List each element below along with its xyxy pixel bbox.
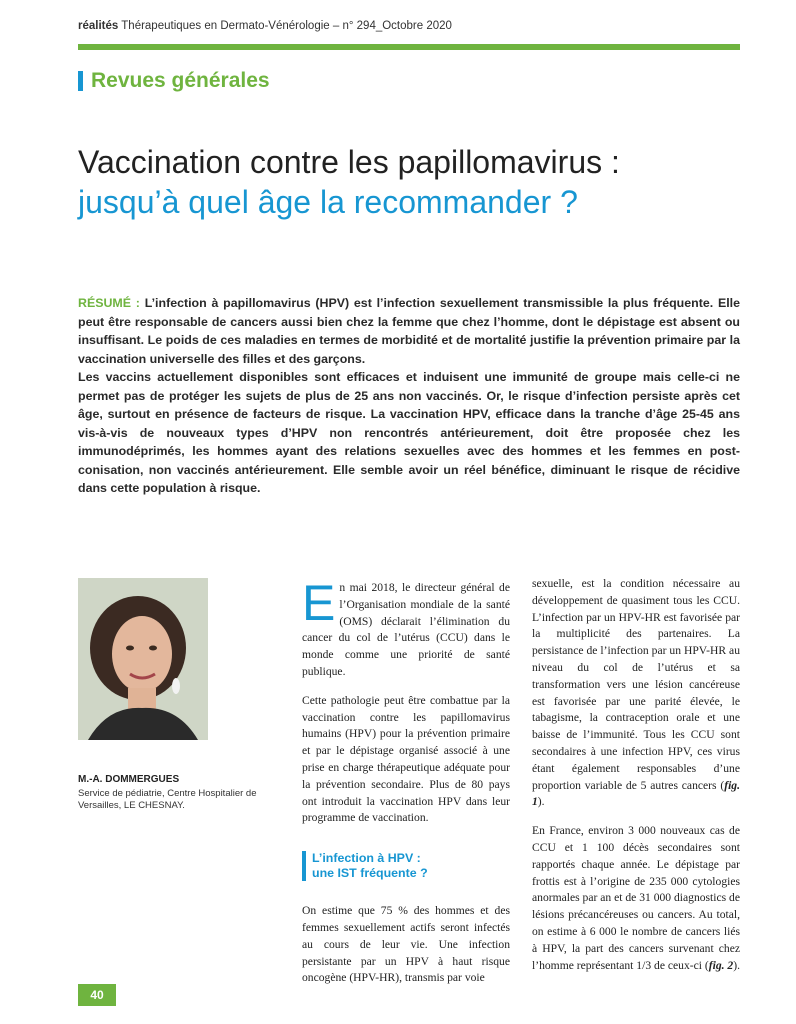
- fig2-ref[interactable]: fig. 2: [708, 958, 734, 972]
- col3-p2: En France, environ 3 000 nouveaux cas de CCU et 1 100 décès secondaires sont rapportés chaque année. Le dépistage par frottis est à l’origine de 235 000 cytologies anormales par an et de 31 000 diagnostics de lésions précancéreuses ou cancers. Au total, on estime à 6 000 le nombre de cancers liés à HPV, la part des cancers survenant chez l’homme représentant 1/3 de ceux-ci (: [532, 824, 740, 972]
- author-name: M.-A. DOMMERGUES: [78, 774, 180, 785]
- portrait-illustration: [78, 578, 208, 740]
- abstract-label: RÉSUMÉ :: [78, 296, 140, 310]
- author-photo: [78, 578, 208, 740]
- col2-p2: Cette pathologie peut être combattue par la vaccination contre les papillomavirus humains (HPV) pour la prévention primaire et par le dépistage organisé associé à une prise en charge thérapeutique adéquate pour la prévention secondaire. Plus de 80 pays ont introduit la vaccination HPV dans leur programme de vaccination.: [302, 693, 510, 825]
- col2-p1: n mai 2018, le directeur général de l’Organisation mondiale de la santé (OMS) déclarait l’élimination du cancer du col de l’utérus (CCU) dans le monde comme une priorité de santé publique.: [302, 581, 510, 678]
- drop-cap: E: [302, 575, 336, 631]
- section-tag: [78, 68, 270, 94]
- subheading-line1: L’infection à HPV :: [312, 851, 421, 866]
- subheading: [302, 851, 510, 881]
- subheading-text: [312, 851, 428, 881]
- col3-p1: sexuelle, est la condition nécessaire au développement de quasiment tous les CCU. L’infection par un HPV-HR est favorisée par la multiplicité des partenaires. La persistance de l’infection par un HPV-HR au niveau du col de l’utérus et sa transformation vers une lésion cancéreuse est favorisée par une parité élevée, le tabagisme, la contraception orale et une baisse de l’immunité. Tous les CCU sont secondaires à une infection HPV, ces virus étant également responsables d’une proportion variable de 5 autres cancers (: [532, 577, 740, 792]
- article-subtitle: jusqu’à quel âge la recommander ?: [78, 184, 578, 220]
- abstract: [78, 294, 740, 498]
- abstract-p1: L’infection à papillomavirus (HPV) est l’infection sexuellement transmissible la plus fréquente. Elle peut être responsable de cancers aussi bien chez la femme que chez l’homme, dont le dépistage est absent ou insuffisant. Le poids de ces maladies en termes de morbidité et de mortalité justifie la prévention primaire par la vaccination universelle des filles et des garçons.: [78, 296, 740, 366]
- abstract-p2: Les vaccins actuellement disponibles sont efficaces et induisent une immunité de groupe mais celle-ci ne permet pas de protéger les sujets de plus de 25 ans non vaccinés. Or, le risque d’infection persiste après cet âge, surtout en présence de facteurs de risque. La vaccination HPV, efficace dans la tranche d’âge 25-45 ans vis-à-vis de nouveaux types d’HPV non rencontrés antérieurement, doit être proposée chez les immunodéprimés, les hommes ayant des relations sexuelles avec des hommes et les femmes en post-conisation, non vaccinés antérieurement. Elle semble avoir un réel bénéfice, diminuant le risque de récidive dans cette population à risque.: [78, 370, 740, 495]
- top-rule: [78, 44, 740, 50]
- article-title: Vaccination contre les papillomavirus :: [78, 144, 620, 180]
- col3-p1-end: ).: [537, 795, 545, 809]
- page-number: 40: [78, 984, 116, 1006]
- body-column-3: [532, 576, 740, 986]
- subheading-line2: une IST fréquente ?: [312, 866, 428, 881]
- fig1-ref[interactable]: fig. 1: [532, 778, 740, 809]
- col3-p2-end: ).: [733, 958, 740, 972]
- subheading-bar: [302, 851, 306, 881]
- section-bar: [78, 71, 83, 91]
- journal-issue: Thérapeutiques en Dermato-Vénérologie – n° 294_Octobre 2020: [118, 20, 452, 32]
- section-label: Revues générales: [91, 69, 270, 92]
- col2-p3: On estime que 75 % des hommes et des femmes sexuellement actifs seront infectés au cours de leur vie. Une infection persistante par un HPV à haut risque oncogène (HPV-HR), transmis par voie: [302, 904, 510, 985]
- body-column-2: [302, 575, 510, 999]
- author-affiliation: Service de pédiatrie, Centre Hospitalier de Versailles, LE CHESNAY.: [78, 788, 257, 811]
- journal-name: réalités: [78, 20, 119, 32]
- running-head: [78, 20, 452, 32]
